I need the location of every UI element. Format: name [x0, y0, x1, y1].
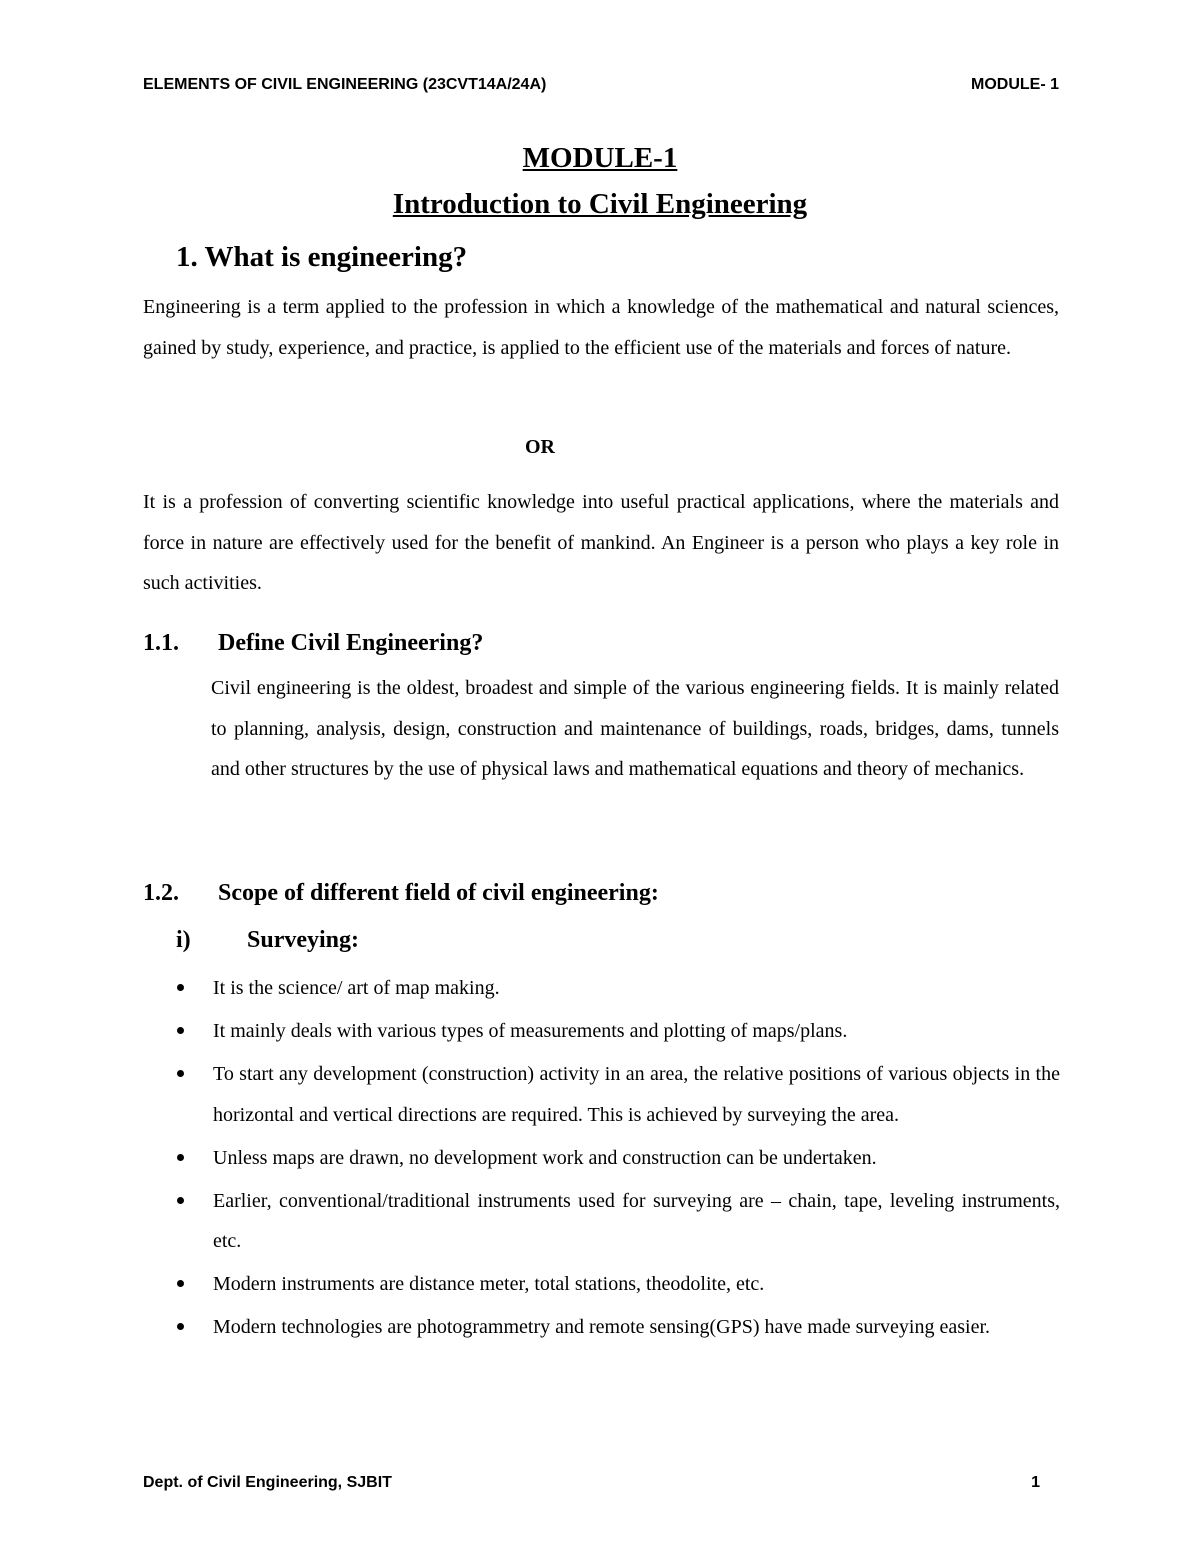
- list-item: Earlier, conventional/traditional instruments used for surveying are – chain, tape, leveling instruments, etc.: [170, 1181, 1060, 1262]
- list-item: Modern technologies are photogrammetry and remote sensing(GPS) have made surveying easier.: [170, 1307, 1060, 1348]
- module-title: MODULE-1: [522, 142, 678, 174]
- footer-department: Dept. of Civil Engineering, SJBIT: [143, 1474, 392, 1491]
- section-1-1-paragraph: Civil engineering is the oldest, broadest and simple of the various engineering fields. It is mainly related to planning, analysis, design, construction and maintenance of buildings, roads, bridges, dams, tunnels and other structures by the use of physical laws and mathematical equations and theory of mechanics.: [211, 677, 1059, 780]
- list-item: Modern instruments are distance meter, total stations, theodolite, etc.: [170, 1264, 1060, 1305]
- subsection-number: i): [176, 927, 191, 953]
- section-1-2-heading: Scope of different field of civil engineering:: [218, 880, 659, 906]
- bullet-icon: [177, 984, 184, 991]
- subsection-heading: Surveying:: [247, 927, 360, 953]
- section-1-paragraph-2: It is a profession of converting scientific knowledge into useful practical applications, where the materials and force in nature are effectively used for the benefit of mankind. An Engineer is a person who plays a key role in such activities.: [143, 491, 1059, 594]
- section-1-1-heading: Define Civil Engineering?: [218, 630, 484, 656]
- header-course-title: ELEMENTS OF CIVIL ENGINEERING (23CVT14A/24A): [143, 76, 547, 93]
- list-item: Unless maps are drawn, no development work and construction can be undertaken.: [170, 1138, 1060, 1179]
- surveying-bullet-list: [170, 968, 1060, 1350]
- list-item: To start any development (construction) activity in an area, the relative positions of various objects in the horizontal and vertical directions are required. This is achieved by surveying the area.: [170, 1054, 1060, 1135]
- bullet-icon: [177, 1197, 184, 1204]
- bullet-icon: [177, 1027, 184, 1034]
- section-1-2-number: 1.2.: [143, 880, 179, 906]
- bullet-icon: [177, 1280, 184, 1287]
- footer-page-number: 1: [1031, 1474, 1040, 1491]
- list-item: It mainly deals with various types of measurements and plotting of maps/plans.: [170, 1011, 1060, 1052]
- bullet-icon: [177, 1154, 184, 1161]
- running-footer: [143, 1474, 1040, 1492]
- or-separator: OR: [525, 436, 555, 458]
- module-subtitle: Introduction to Civil Engineering: [392, 188, 808, 220]
- bullet-icon: [177, 1323, 184, 1330]
- list-item: It is the science/ art of map making.: [170, 968, 1060, 1009]
- section-1-heading: 1. What is engineering?: [176, 241, 468, 273]
- bullet-icon: [177, 1070, 184, 1077]
- running-header: [143, 76, 1059, 94]
- section-1-1-number: 1.1.: [143, 630, 179, 656]
- section-1-paragraph-1: Engineering is a term applied to the profession in which a knowledge of the mathematical and natural sciences, gained by study, experience, and practice, is applied to the efficient use of the materials and forces of nature.: [143, 296, 1059, 359]
- header-module-label: MODULE- 1: [971, 76, 1059, 93]
